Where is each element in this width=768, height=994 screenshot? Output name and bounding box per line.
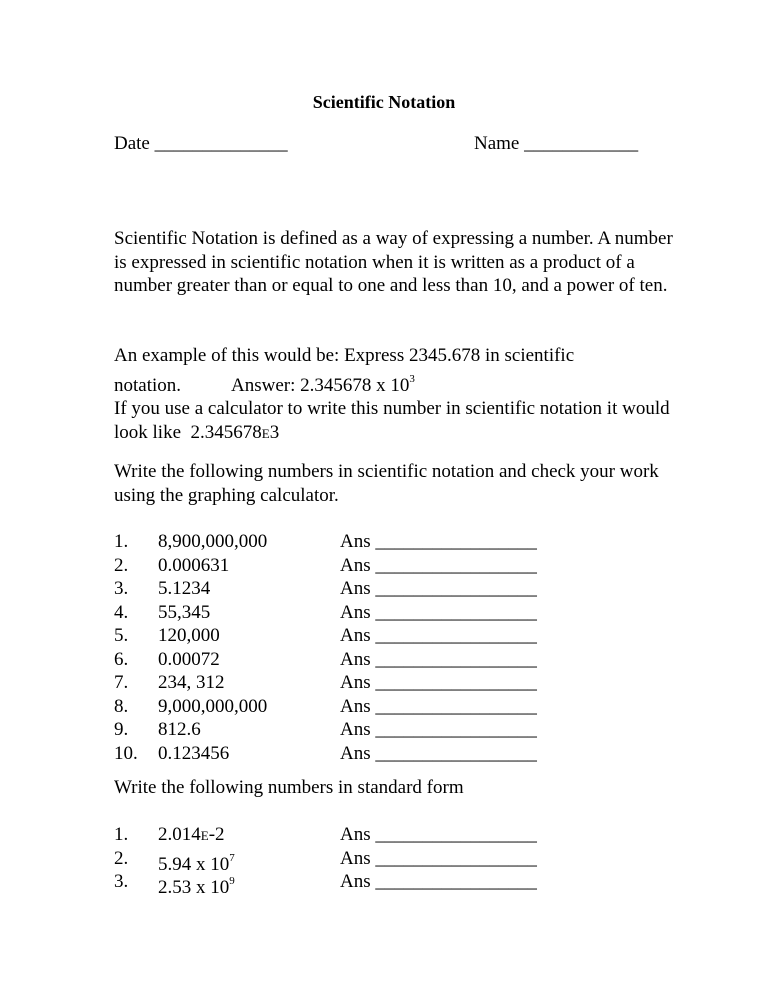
item-number: 1. — [114, 824, 129, 845]
item-base: 5.94 x 10 — [158, 853, 230, 875]
item-value: 812.6 — [158, 719, 201, 740]
example-notation-word: notation. — [114, 374, 182, 396]
item-number: 5. — [114, 625, 129, 646]
name-field: Name ____________ — [474, 133, 639, 154]
item-value: 5.1234 — [158, 578, 211, 599]
item-number: 1. — [114, 531, 129, 552]
item-value: 9,000,000,000 — [158, 695, 268, 717]
page-title: Scientific Notation — [312, 92, 456, 112]
item-number: 3. — [114, 578, 129, 599]
item-exponent: 7 — [229, 851, 235, 864]
answer-blank: Ans _________________ — [340, 847, 537, 869]
answer-blank: Ans _________________ — [340, 625, 537, 646]
item-value: 0.123456 — [158, 742, 230, 764]
answer-blank: Ans _________________ — [340, 824, 537, 845]
example-line-2 — [114, 368, 674, 398]
item-value — [158, 823, 225, 848]
item-number: 2. — [114, 847, 129, 869]
item-value: 55,345 — [158, 601, 211, 623]
item-e: E — [200, 828, 209, 843]
answer-blank: Ans _________________ — [340, 672, 537, 693]
calculator-mantissa: 2.345678 — [190, 421, 262, 443]
date-field: Date ______________ — [114, 133, 288, 154]
item-value: 0.00072 — [158, 648, 220, 670]
definition-paragraph — [114, 227, 674, 298]
example-line-1: An example of this would be: Express 2345.678 in scientific — [114, 345, 575, 366]
answer-blank: Ans _________________ — [340, 601, 537, 623]
item-number: 8. — [114, 695, 129, 717]
item-number: 9. — [114, 719, 129, 740]
item-value: 234, 312 — [158, 672, 225, 693]
section1-instructions — [114, 460, 674, 507]
calculator-exponent: 3 — [269, 421, 280, 443]
item-number: 2. — [114, 554, 129, 576]
item-number: 6. — [114, 648, 129, 670]
answer-blank: Ans _________________ — [340, 871, 537, 892]
section2-instructions: Write the following numbers in standard form — [114, 777, 464, 798]
example-calculator — [114, 397, 674, 445]
item-exponent: -2 — [208, 824, 225, 845]
item-base: 2.014 — [158, 824, 201, 845]
item-base: 2.53 x 10 — [158, 877, 230, 898]
answer-blank: Ans _________________ — [340, 648, 537, 670]
answer-blank: Ans _________________ — [340, 531, 537, 552]
answer-blank: Ans _________________ — [340, 578, 537, 599]
example-answer: Answer: 2.345678 x 10 — [231, 374, 410, 396]
answer-blank: Ans _________________ — [340, 719, 537, 740]
answer-blank: Ans _________________ — [340, 695, 537, 717]
item-number: 3. — [114, 871, 129, 892]
answer-blank: Ans _________________ — [340, 742, 537, 764]
example-paragraph — [114, 344, 674, 445]
item-value: 8,900,000,000 — [158, 531, 268, 552]
example-answer-exponent: 3 — [409, 372, 415, 385]
item-value: 120,000 — [158, 625, 220, 646]
item-number: 4. — [114, 601, 129, 623]
section1-instructions-text: Write the following numbers in scientific notation and check your work using the graphing calculator. — [114, 461, 659, 506]
answer-blank: Ans _________________ — [340, 554, 537, 576]
item-number: 10. — [114, 742, 138, 764]
item-value — [158, 870, 235, 900]
definition-text: Scientific Notation is defined as a way of expressing a number. A number is expressed in scientific notation when it is written as a product of a number greater than or equal to one and less than 10, and a power of ten. — [114, 228, 673, 296]
item-number: 7. — [114, 672, 129, 693]
item-exponent: 9 — [229, 875, 235, 887]
calculator-e: E — [261, 425, 270, 441]
example-calculator-text: If you use a calculator to write this number in scientific notation it would look like — [114, 398, 670, 443]
item-value: 0.000631 — [158, 554, 230, 576]
